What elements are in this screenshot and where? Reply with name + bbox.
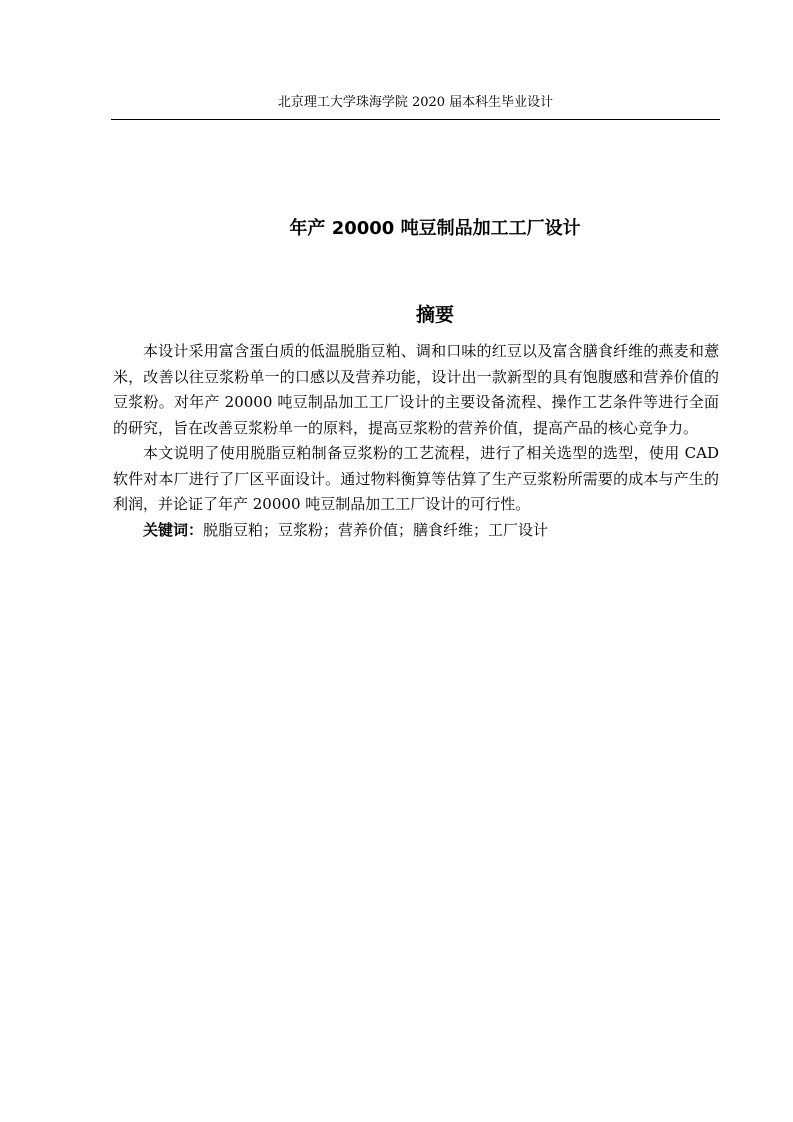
abstract-heading: 摘要 <box>415 304 454 326</box>
abstract-paragraph-1: 本设计采用富含蛋白质的低温脱脂豆粕、调和口味的红豆以及富含膳食纤维的燕麦和薏米，改善以往豆浆粉单一的口感以及营养功能，设计出一款新型的具有饱腹感和营养价值的豆浆粉。对年产 20000 吨豆制品加工工厂设计的主要设备流程、操作工艺条件等进行全面的研究，旨在改善豆浆粉单一的原料，提高豆浆粉的营养价值，提高产品的核心竞争力。 <box>113 342 719 437</box>
keywords-label: 关键词： <box>143 520 204 539</box>
keywords-text: 脱脂豆粕；豆浆粉；营养价值；膳食纤维；工厂设计 <box>203 520 549 539</box>
header-text: 北京理工大学珠海学院 2020 届本科生毕业设计 <box>277 95 554 110</box>
page-header <box>111 95 720 120</box>
abstract-body <box>113 339 719 543</box>
abstract-paragraph-2: 本文说明了使用脱脂豆粕制备豆浆粉的工艺流程，进行了相关选型的选型，使用 CAD 软件对本厂进行了厂区平面设计。通过物料衡算等估算了生产豆浆粉所需要的成本与产生的利润，并论证了年产 20000 吨豆制品加工工厂设计的可行性。 <box>113 444 719 513</box>
document-title: 年产 20000 吨豆制品加工工厂设计 <box>289 218 581 239</box>
keywords-line <box>113 518 719 544</box>
